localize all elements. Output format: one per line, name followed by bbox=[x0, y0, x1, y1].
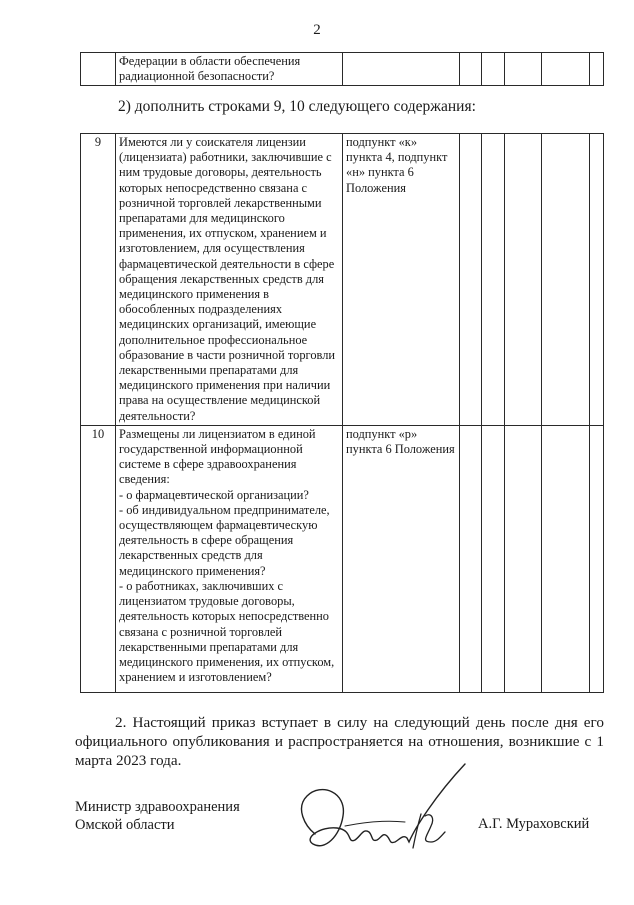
table-row bbox=[81, 53, 604, 86]
signatory-name: А.Г. Мураховский bbox=[478, 816, 590, 832]
row-number: 9 bbox=[81, 134, 116, 426]
continued-table bbox=[80, 52, 604, 86]
question-cell: Федерации в области обеспечения радиационной безопасности? bbox=[116, 53, 343, 86]
reference-cell: подпункт «к» пункта 4, подпункт «н» пункта 6 Положения bbox=[343, 134, 460, 426]
page-number: 2 bbox=[313, 22, 321, 38]
table-row bbox=[81, 425, 604, 692]
row-number: 10 bbox=[81, 425, 116, 692]
signature-image bbox=[285, 756, 485, 866]
amendment-intro: 2) дополнить строками 9, 10 следующего содержания: bbox=[118, 98, 476, 115]
table-row bbox=[81, 134, 604, 426]
question-cell: Размещены ли лицензиатом в единой государственной информационной системе в сфере здравоохранения сведения: - о фармацевтической организации? - об индивидуальном предпринимателе, осуществляющем фармацевтическую деятельность в сфере обращения лекарственных средств для медицинского применения? - о работниках, заключивших с лицензиатом трудовые договоры, деятельность которых непосредственно связана с розничной торговлей лекарственными препаратами для медицинского применения, их отпуском, хранением и изготовлением? bbox=[116, 425, 343, 692]
question-cell: Имеются ли у соискателя лицензии (лицензиата) работники, заключившие с ним трудовые договоры, деятельность которых непосредственно связана с розничной торговлей лекарственными препаратами для медицинского применения, их отпуском, хранением и изготовлением, для осуществления фармацевтической деятельности в сфере обращения лекарственных средств для медицинского применения в обособленных подразделениях медицинских организаций, имеющие дополнительное профессиональное образование в части розничной торговли лекарственными препаратами для медицинского применения при наличии права на осуществление медицинской деятельности? bbox=[116, 134, 343, 426]
effective-date-paragraph: 2. Настоящий приказ вступает в силу на следующий день после дня его официального опубликования и распространяется на отношения, возникшие с 1 марта 2023 года. bbox=[75, 714, 604, 769]
reference-cell: подпункт «р» пункта 6 Положения bbox=[343, 425, 460, 692]
signatory-title: Министр здравоохранения Омской области bbox=[75, 799, 240, 833]
checklist-table bbox=[80, 133, 604, 693]
